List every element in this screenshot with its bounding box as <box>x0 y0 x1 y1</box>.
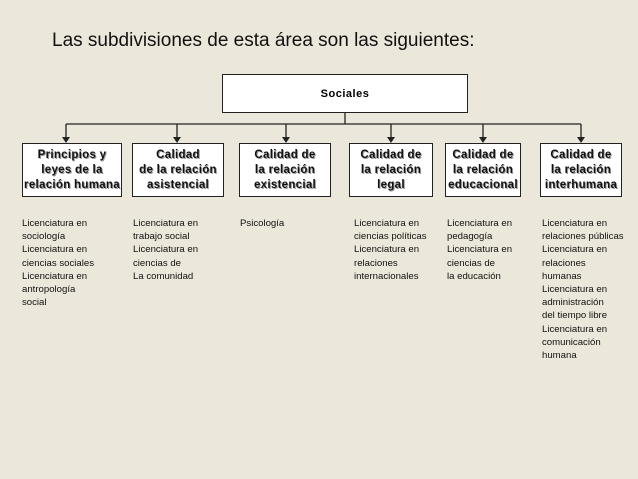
root-node-box <box>222 74 468 113</box>
root-node-label: Sociales <box>320 87 370 100</box>
category-careers-6: Licenciatura en relaciones públicas Licenciatura en relaciones humanas Licenciatura en administración del tiempo libre Licenciatura en comunicación humana <box>542 218 624 362</box>
category-careers-5: Licenciatura en pedagogía Licenciatura en ciencias de la educación <box>447 218 513 282</box>
category-box-3 <box>239 143 331 197</box>
category-box-1 <box>22 143 122 197</box>
category-label-2: Calidad de la relación asistencial <box>139 148 217 191</box>
category-label-6: Calidad de la relación interhumana <box>544 148 618 191</box>
category-box-6 <box>540 143 622 197</box>
slide-title: Las subdivisiones de esta área son las siguientes: <box>52 30 475 51</box>
category-label-5: Calidad de la relación educacional <box>448 148 518 191</box>
category-label-1: Principios y leyes de la relación humana <box>24 148 120 191</box>
category-careers-2: Licenciatura en trabajo social Licenciatura en ciencias de La comunidad <box>133 218 199 282</box>
category-label-3: Calidad de la relación existencial <box>253 148 317 191</box>
category-careers-1: Licenciatura en sociología Licenciatura en ciencias sociales Licenciatura en antropología social <box>22 218 94 309</box>
category-box-5 <box>445 143 521 197</box>
category-box-4 <box>349 143 433 197</box>
category-label-4: Calidad de la relación legal <box>360 148 422 191</box>
category-careers-4: Licenciatura en ciencias políticas Licenciatura en relaciones internacionales <box>354 218 427 282</box>
category-careers-3: Psicología <box>240 218 285 229</box>
category-box-2 <box>132 143 224 197</box>
